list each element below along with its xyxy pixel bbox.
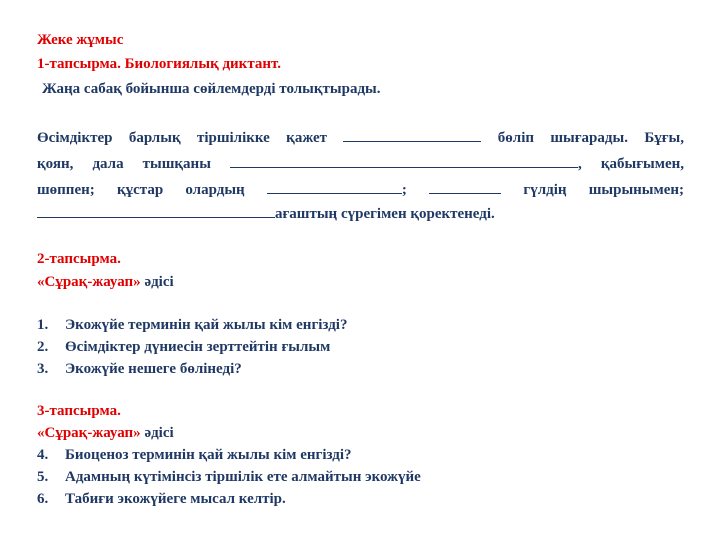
dictation-text: Өсімдіктер барлық тіршілікке қажет <box>37 130 328 146</box>
question-text: Экожүйе терминін қай жылы кім енгізді? <box>65 317 348 333</box>
page-title: Жеке жұмыс <box>37 32 124 48</box>
question-text: Экожүйе нешеге бөлінеді? <box>65 361 242 377</box>
dictation-line-4 <box>37 203 495 224</box>
task1-heading: 1-тапсырма. Биологиялық диктант. <box>37 56 282 72</box>
question-text: Биоценоз терминін қай жылы кім енгізді? <box>65 447 352 463</box>
method-name: «Сұрақ-жауап» <box>37 425 141 441</box>
question-number: 6. <box>37 491 49 507</box>
answer-blank[interactable] <box>343 127 481 142</box>
question-item <box>37 467 421 487</box>
dictation-text: бөліп шығарады. Бұғы, <box>497 130 685 146</box>
task2-method <box>37 272 174 292</box>
question-text: Адамның күтімінсіз тіршілік ете алмайтын экожүйе <box>65 469 421 485</box>
question-item <box>37 315 347 335</box>
question-text: Табиғи экожүйеге мысал келтір. <box>65 491 286 507</box>
dictation-text: шөппен; құстар олардың <box>37 182 245 198</box>
method-suffix: әдісі <box>140 274 174 290</box>
dictation-line-1 <box>37 127 684 148</box>
question-number: 1. <box>37 317 49 333</box>
question-number: 3. <box>37 361 49 377</box>
dictation-line-2 <box>37 153 684 174</box>
answer-blank[interactable] <box>230 153 578 168</box>
question-item <box>37 489 286 509</box>
dictation-text: , қабығымен, <box>578 156 684 172</box>
task2-heading: 2-тапсырма. <box>37 251 121 267</box>
question-item <box>37 359 242 379</box>
answer-blank[interactable] <box>267 179 402 194</box>
dictation-line-3 <box>37 179 684 200</box>
task1-instruction: Жаңа сабақ бойынша сөйлемдерді толықтырады. <box>42 81 381 97</box>
question-number: 2. <box>37 339 49 355</box>
dictation-text: гүлдің шырынымен; <box>523 182 685 198</box>
question-text: Өсімдіктер дүниесін зерттейтін ғылым <box>65 339 331 355</box>
question-item <box>37 337 330 357</box>
method-suffix: әдісі <box>140 425 174 441</box>
task3-heading: 3-тапсырма. <box>37 403 121 419</box>
question-item <box>37 445 352 465</box>
question-number: 4. <box>37 447 49 463</box>
answer-blank[interactable] <box>37 203 275 218</box>
dictation-text: ағаштың сүрегімен қоректенеді. <box>275 206 495 222</box>
answer-blank[interactable] <box>429 179 501 194</box>
dictation-text: ; <box>401 182 407 198</box>
question-number: 5. <box>37 469 49 485</box>
method-name: «Сұрақ-жауап» <box>37 274 141 290</box>
task3-method <box>37 423 174 443</box>
dictation-text: қоян, дала тышқаны <box>37 156 211 172</box>
